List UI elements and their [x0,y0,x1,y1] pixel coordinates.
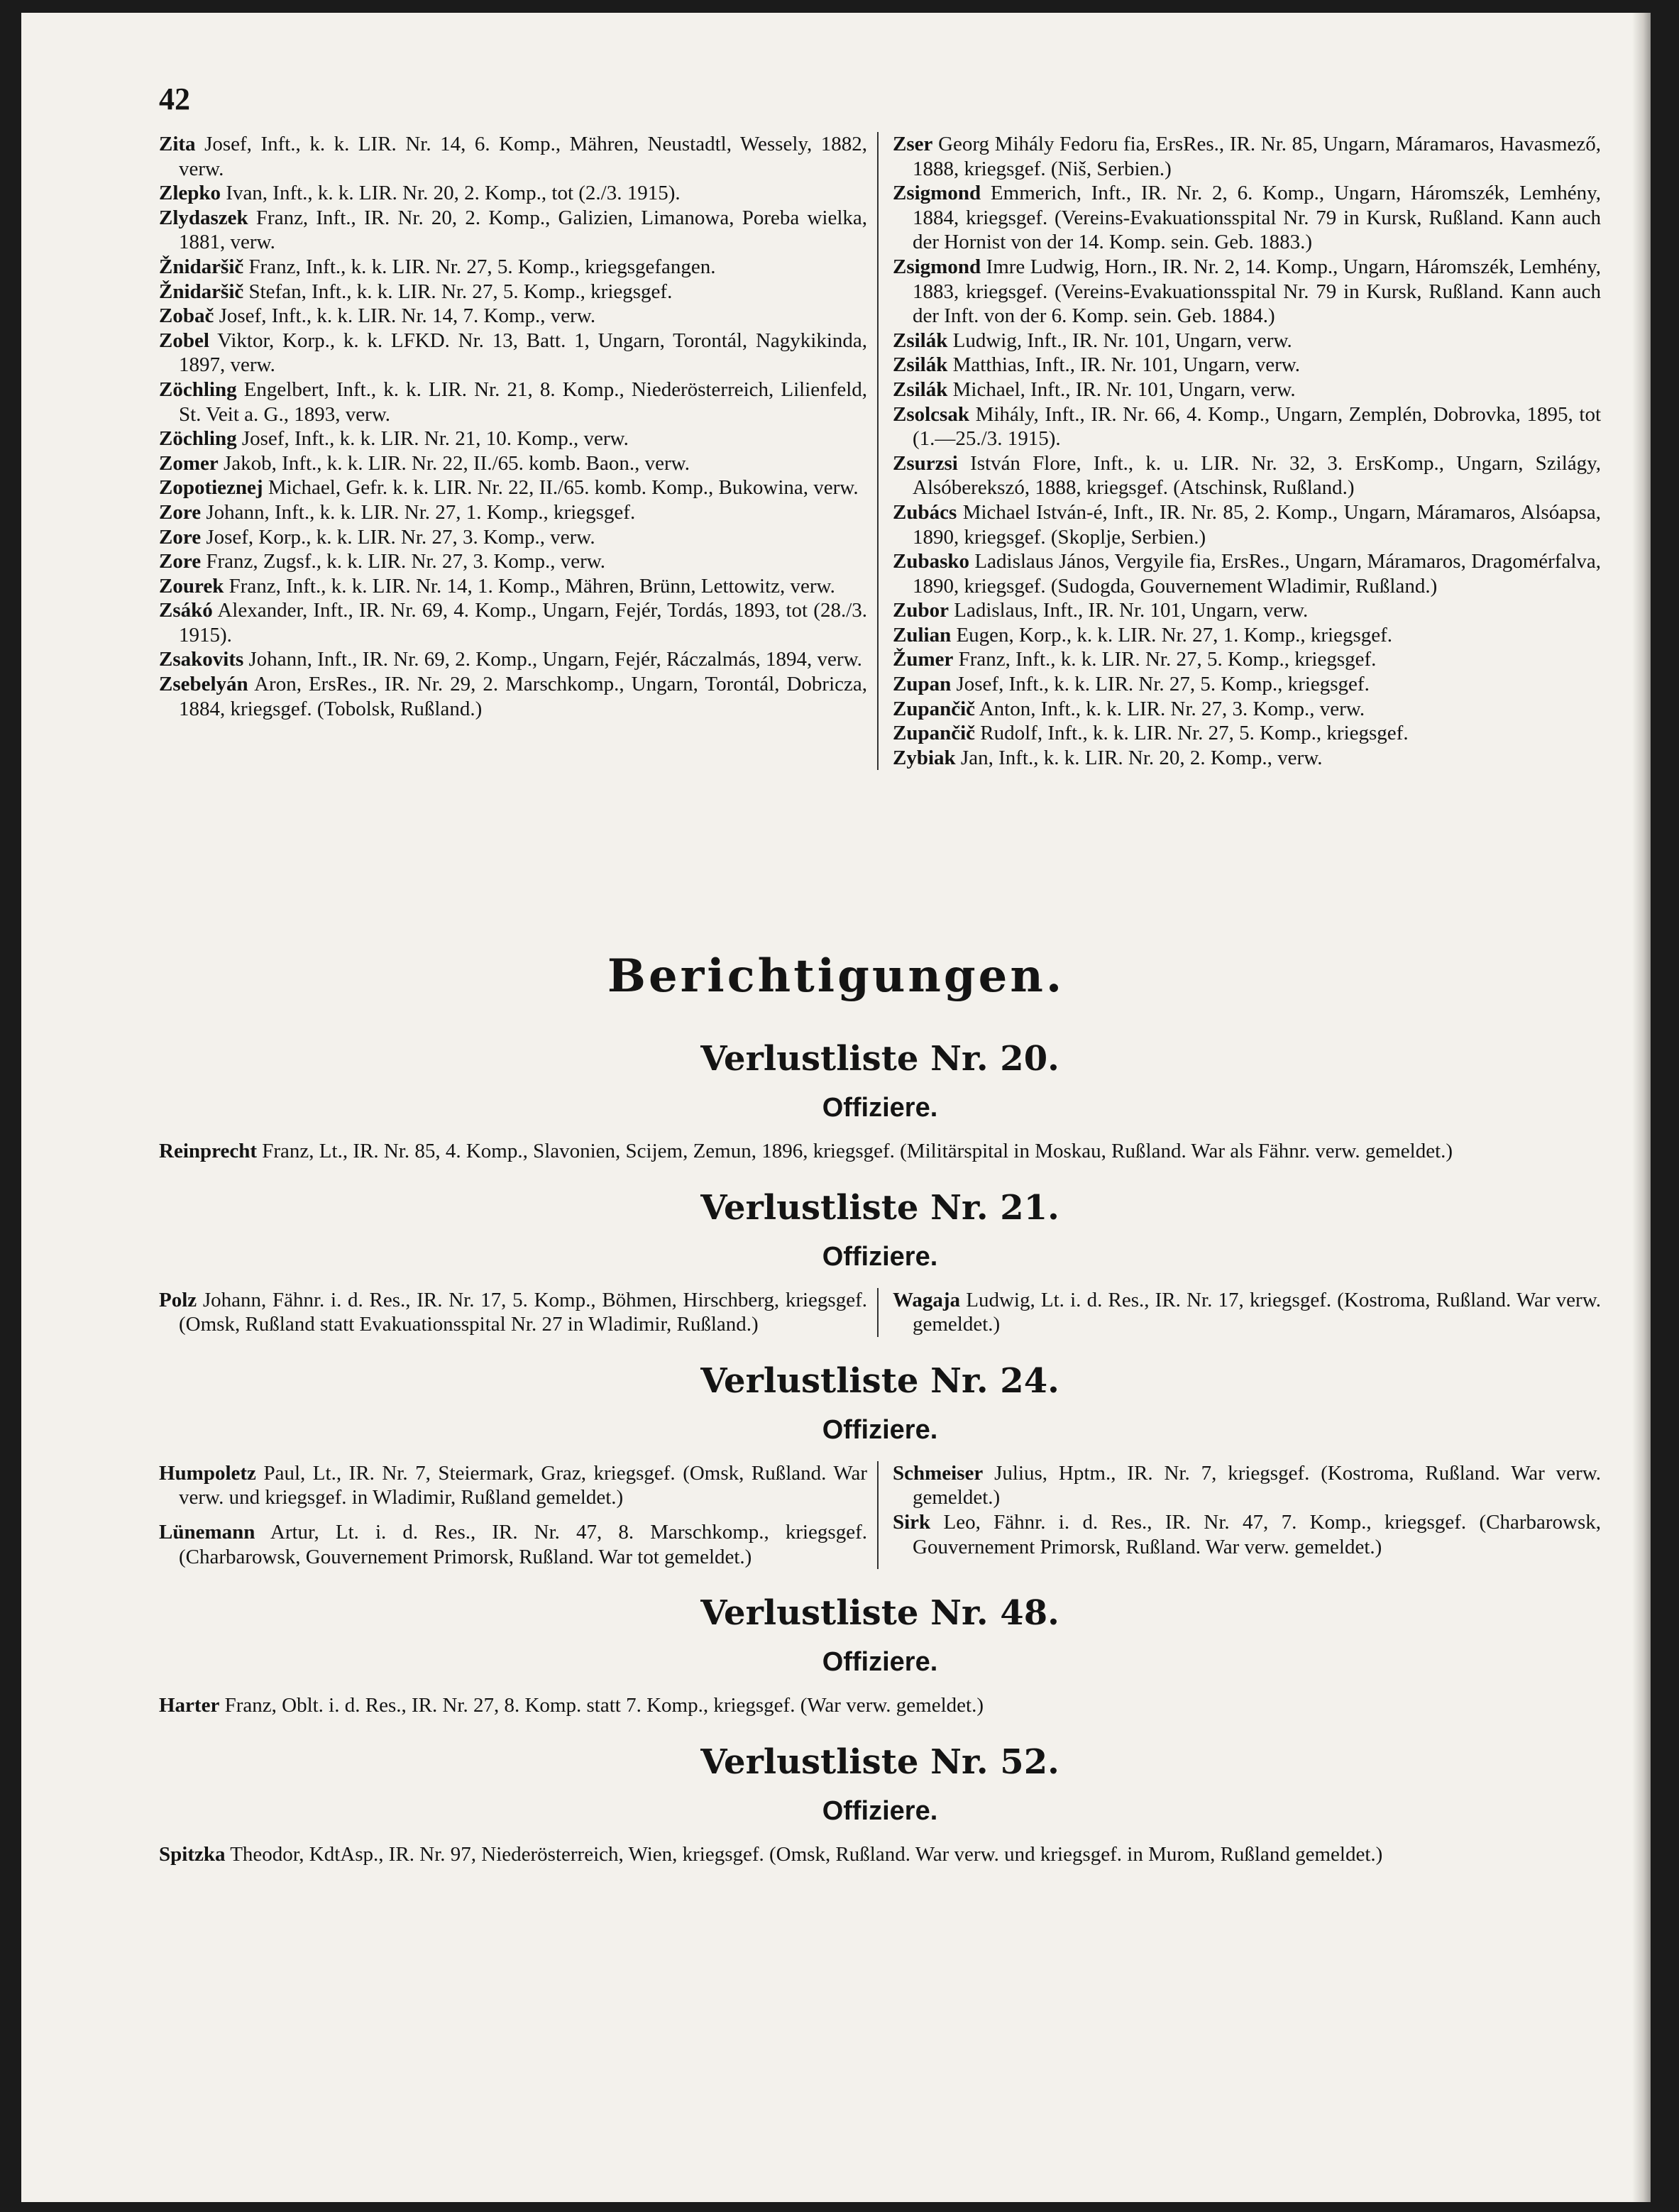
list-entry [159,451,867,476]
list-entry [893,329,1601,353]
entry-details: Franz, Inft., k. k. LIR. Nr. 27, 5. Komp., kriegsgefangen. [248,255,716,278]
list-entry [159,1461,867,1510]
list-entry [893,1461,1601,1510]
list-entry [893,623,1601,648]
entry-surname: Zupan [893,673,952,696]
correction-section [159,1742,1601,1867]
entry-surname: Schmeiser [893,1461,984,1485]
entry-surname: Zlepko [159,182,221,205]
entry-details: Ladislaus, Inft., IR. Nr. 101, Ungarn, verw. [954,599,1309,622]
entry-details: Franz, Zugsf., k. k. LIR. Nr. 27, 3. Komp., verw. [206,550,606,573]
entry-surname: Zupančič [893,722,976,745]
section-entries [159,1461,1601,1569]
entry-surname: Zser [893,133,933,155]
entry-surname: Zupančič [893,697,976,720]
entry-details: Franz, Oblt. i. d. Res., IR. Nr. 27, 8. Komp. statt 7. Komp., kriegsgef. (War verw. gemeldet.) [224,1694,984,1717]
list-entry [159,181,867,206]
entry-surname: Žnidaršič [159,255,244,278]
entry-details: Michael, Inft., IR. Nr. 101, Ungarn, verw. [952,378,1296,401]
entry-surname: Zita [159,133,196,155]
entry-surname: Žumer [893,648,954,671]
entry-details: Anton, Inft., k. k. LIR. Nr. 27, 3. Komp., verw. [979,697,1365,720]
list-entry [893,132,1601,181]
entry-details: Aron, ErsRes., IR. Nr. 29, 2. Marschkomp., Ungarn, Torontál, Dobricza, 1884, kriegsgef. (Tobolsk, Rußland.) [179,673,867,720]
entry-surname: Zubor [893,599,949,622]
entry-surname: Zopotieznej [159,476,263,500]
entry-details: Johann, Inft., IR. Nr. 69, 2. Komp., Ungarn, Fejér, Ráczalmás, 1894, verw. [248,648,862,671]
entry-details: Emmerich, Inft., IR. Nr. 2, 6. Komp., Ungarn, Háromszék, Lemhény, 1884, kriegsgef. (Vereins-Evakuationsspital Nr. 79 in Kursk, Rußland. Kann auch der Hornist von der 14. Komp. sein. Geb. 1883.) [913,182,1601,254]
list-entry [893,255,1601,329]
entry-details: Franz, Inft., k. k. LIR. Nr. 14, 1. Komp., Mähren, Brünn, Lettowitz, verw. [229,574,835,598]
section-subtitle: Offiziere. [822,1414,938,1445]
entry-details: Jan, Inft., k. k. LIR. Nr. 20, 2. Komp., verw. [960,746,1323,769]
list-entry [159,598,867,647]
entry-details: István Flore, Inft., k. u. LIR. Nr. 32, 3. ErsKomp., Ungarn, Szilágy, Alsóberekszó, 1888, kriegsgef. (Atschinsk, Rußland.) [913,451,1602,500]
list-entry [159,427,867,451]
list-entry [159,672,867,721]
entry-details: Matthias, Inft., IR. Nr. 101, Ungarn, verw. [952,353,1301,377]
entry-details: Mihály, Inft., IR. Nr. 66, 4. Komp., Ungarn, Zemplén, Dobrovka, 1895, tot (1.—25./3. 1915). [913,402,1602,451]
entry-details: Josef, Inft., k. k. LIR. Nr. 14, 7. Komp., verw. [219,304,596,328]
entry-details: Artur, Lt. i. d. Res., IR. Nr. 47, 8. Marschkomp., kriegsgef. (Charbarowsk, Gouvernement Primorsk, Rußland. War tot gemeldet.) [179,1520,867,1568]
entry-details: Viktor, Korp., k. k. LFKD. Nr. 13, Batt. 1, Ungarn, Torontál, Nagykikinda, 1897, verw. [179,329,867,377]
entry-surname: Lünemann [159,1520,255,1544]
entry-surname: Sirk [893,1510,931,1534]
entry-details: Ludwig, Inft., IR. Nr. 101, Ungarn, verw. [952,329,1292,352]
document-page [21,13,1651,2202]
entry-details: Stefan, Inft., k. k. LIR. Nr. 27, 5. Komp., kriegsgef. [248,280,673,303]
list-entry [159,1842,1601,1867]
entry-details: Ladislaus János, Vergyile fia, ErsRes., Ungarn, Máramaros, Dragomérfalva, 1890, kriegsgef. (Sudogda, Gouvernement Wladimir, Rußland.) [913,550,1602,598]
list-entry [893,721,1601,746]
list-entry [159,206,867,255]
list-entry [159,378,867,427]
list-entry [893,1510,1601,1559]
entry-surname: Spitzka [159,1842,226,1866]
list-entry [893,402,1601,451]
section-subtitle: Offiziere. [822,1795,938,1826]
entry-surname: Zsákó [159,599,213,622]
entry-surname: Zulian [893,623,952,646]
entry-details: Theodor, KdtAsp., IR. Nr. 97, Niederösterreich, Wien, kriegsgef. (Omsk, Rußland. War verw. und kriegsgef. in Murom, Rußland gemeldet.) [230,1842,1383,1866]
list-entry [159,549,867,574]
list-entry [893,746,1601,771]
correction-section [159,1188,1601,1337]
list-entry [159,132,867,181]
list-entry [893,647,1601,672]
entry-details: Julius, Hptm., IR. Nr. 7, kriegsgef. (Kostroma, Rußland. War verw. gemeldet.) [913,1461,1602,1509]
entry-details: Josef, Inft., k. k. LIR. Nr. 14, 6. Komp., Mähren, Neustadtl, Wessely, 1882, verw. [179,133,868,180]
list-entry [159,304,867,329]
entry-surname: Zsolcsak [893,402,969,426]
entry-surname: Zlydaszek [159,206,248,229]
list-entry [893,1288,1601,1337]
section-title: Verlustliste Nr. 20. [700,1039,1059,1079]
list-entry [893,451,1601,500]
list-entry [159,574,867,599]
section-subtitle: Offiziere. [822,1647,938,1678]
entry-details: Rudolf, Inft., k. k. LIR. Nr. 27, 5. Komp., kriegsgef. [980,722,1409,745]
correction-section [159,1361,1601,1569]
entry-details: Ivan, Inft., k. k. LIR. Nr. 20, 2. Komp., tot (2./3. 1915). [226,182,681,205]
entry-surname: Humpoletz [159,1461,256,1485]
section-left-column [159,1288,879,1337]
entry-surname: Wagaja [893,1288,961,1311]
entry-details: Johann, Inft., k. k. LIR. Nr. 27, 1. Komp., kriegsgef. [206,500,636,524]
section-right-column [879,1461,1601,1569]
entry-surname: Zybiak [893,746,956,769]
entry-surname: Zöchling [159,427,237,451]
list-entry [893,697,1601,722]
entry-details: Franz, Inft., k. k. LIR. Nr. 27, 5. Komp., kriegsgef. [958,648,1377,671]
list-entry [893,598,1601,623]
entry-details: Michael, Gefr. k. k. LIR. Nr. 22, II./65. komb. Komp., Bukowina, verw. [268,476,859,500]
entry-surname: Zsilák [893,353,948,377]
list-entry [159,1139,1601,1164]
entry-details: Ludwig, Lt. i. d. Res., IR. Nr. 17, kriegsgef. (Kostroma, Rußland. War verw. gemeldet.) [913,1288,1602,1336]
entry-surname: Zobač [159,304,214,328]
entry-details: Franz, Lt., IR. Nr. 85, 4. Komp., Slavonien, Scijem, Zemun, 1896, kriegsgef. (Militärspital in Moskau, Rußland. War als Fähnr. verw. gemeldet.) [262,1140,1453,1162]
entry-surname: Harter [159,1694,220,1717]
entry-details: Johann, Fähnr. i. d. Res., IR. Nr. 17, 5. Komp., Böhmen, Hirschberg, kriegsgef. (Omsk, Rußland statt Evakuationsspital Nr. 27 in Wladimir, Rußland.) [179,1288,867,1336]
list-entry [159,329,867,378]
entry-surname: Zore [159,525,202,549]
entry-details: Leo, Fähnr. i. d. Res., IR. Nr. 47, 7. Komp., kriegsgef. (Charbarowsk, Gouvernement Primorsk, Rußland. War verw. gemeldet.) [913,1510,1601,1558]
casualty-list-columns [159,132,1601,770]
list-entry [159,475,867,500]
corrections-heading: Berichtigungen. [607,950,1065,1003]
entry-surname: Zore [159,550,202,573]
section-entries [159,1693,1601,1718]
entry-surname: Žnidaršič [159,280,244,303]
section-title: Verlustliste Nr. 24. [700,1360,1059,1401]
section-subtitle: Offiziere. [822,1093,938,1123]
entry-details: Josef, Inft., k. k. LIR. Nr. 21, 10. Komp., verw. [241,427,629,451]
list-entry [893,378,1601,402]
entry-details: Jakob, Inft., k. k. LIR. Nr. 22, II./65. komb. Baon., verw. [224,451,690,475]
entry-surname: Reinprecht [159,1140,258,1162]
page-edge-shadow [1632,13,1651,2202]
entry-details: Engelbert, Inft., k. k. LIR. Nr. 21, 8. Komp., Niederösterreich, Lilienfeld, St. Veit a. G., 1893, verw. [179,378,868,426]
entry-surname: Zubács [893,500,957,524]
entry-details: Josef, Inft., k. k. LIR. Nr. 27, 5. Komp., kriegsgef. [956,673,1370,696]
entry-surname: Zsilák [893,329,948,352]
entry-surname: Zore [159,500,202,524]
casualty-list-right-column [879,132,1601,770]
list-entry [893,181,1601,255]
entry-surname: Zobel [159,329,209,352]
entry-surname: Zsigmond [893,255,981,278]
entry-details: Michael István-é, Inft., IR. Nr. 85, 2. Komp., Ungarn, Máramaros, Alsóapsa, 1890, kriegsgef. (Skoplje, Serbien.) [913,500,1602,549]
section-title: Verlustliste Nr. 48. [700,1593,1059,1634]
entry-details: Eugen, Korp., k. k. LIR. Nr. 27, 1. Komp., kriegsgef. [956,623,1393,646]
entry-details: Georg Mihály Fedoru fia, ErsRes., IR. Nr. 85, Ungarn, Máramaros, Havasmező, 1888, kriegsgef. (Niš, Serbien.) [913,133,1602,180]
section-entries [159,1139,1601,1164]
corrections-sections [159,1039,1601,1891]
entry-surname: Zsebelyán [159,673,248,696]
page-number: 42 [159,82,190,116]
list-entry [893,353,1601,378]
section-left-column [159,1461,879,1569]
entry-details: Josef, Korp., k. k. LIR. Nr. 27, 3. Komp., verw. [206,525,595,549]
entry-surname: Zsakovits [159,648,244,671]
list-entry [159,1520,867,1569]
entry-surname: Zsurzsi [893,451,958,475]
list-entry [159,647,867,672]
entry-surname: Zubasko [893,550,970,573]
entry-surname: Zsigmond [893,182,981,205]
entry-details: Paul, Lt., IR. Nr. 7, Steiermark, Graz, kriegsgef. (Omsk, Rußland. War verw. und kriegsgef. in Wladimir, Rußland gemeldet.) [179,1461,868,1509]
list-entry [893,672,1601,697]
section-title: Verlustliste Nr. 21. [700,1187,1059,1228]
entry-surname: Zöchling [159,378,237,401]
list-entry [159,255,867,280]
casualty-list-left-column [159,132,879,770]
entry-surname: Zsilák [893,378,948,401]
entry-surname: Zomer [159,451,219,475]
list-entry [893,500,1601,549]
entry-surname: Zourek [159,574,224,598]
section-right-column [879,1288,1601,1337]
entry-details: Alexander, Inft., IR. Nr. 69, 4. Komp., Ungarn, Fejér, Tordás, 1893, tot (28./3. 1915). [179,599,868,646]
list-entry [159,280,867,304]
list-entry [159,1693,1601,1718]
section-entries [159,1842,1601,1867]
list-entry [159,525,867,550]
list-entry [159,500,867,525]
entry-details: Imre Ludwig, Horn., IR. Nr. 2, 14. Komp., Ungarn, Háromszék, Lemhény, 1883, kriegsgef. (Vereins-Evakuationsspital Nr. 79 in Kursk, Rußland. Kann auch der Inft. von der 6. Komp. sein. Geb. 1884.) [913,255,1602,328]
entry-surname: Polz [159,1288,197,1311]
list-entry [159,1288,867,1337]
list-entry [893,549,1601,598]
section-subtitle: Offiziere. [822,1241,938,1272]
section-entries [159,1288,1601,1337]
correction-section [159,1593,1601,1718]
section-title: Verlustliste Nr. 52. [700,1741,1059,1782]
entry-details: Franz, Inft., IR. Nr. 20, 2. Komp., Galizien, Limanowa, Poreba wielka, 1881, verw. [179,206,867,254]
correction-section [159,1039,1601,1164]
